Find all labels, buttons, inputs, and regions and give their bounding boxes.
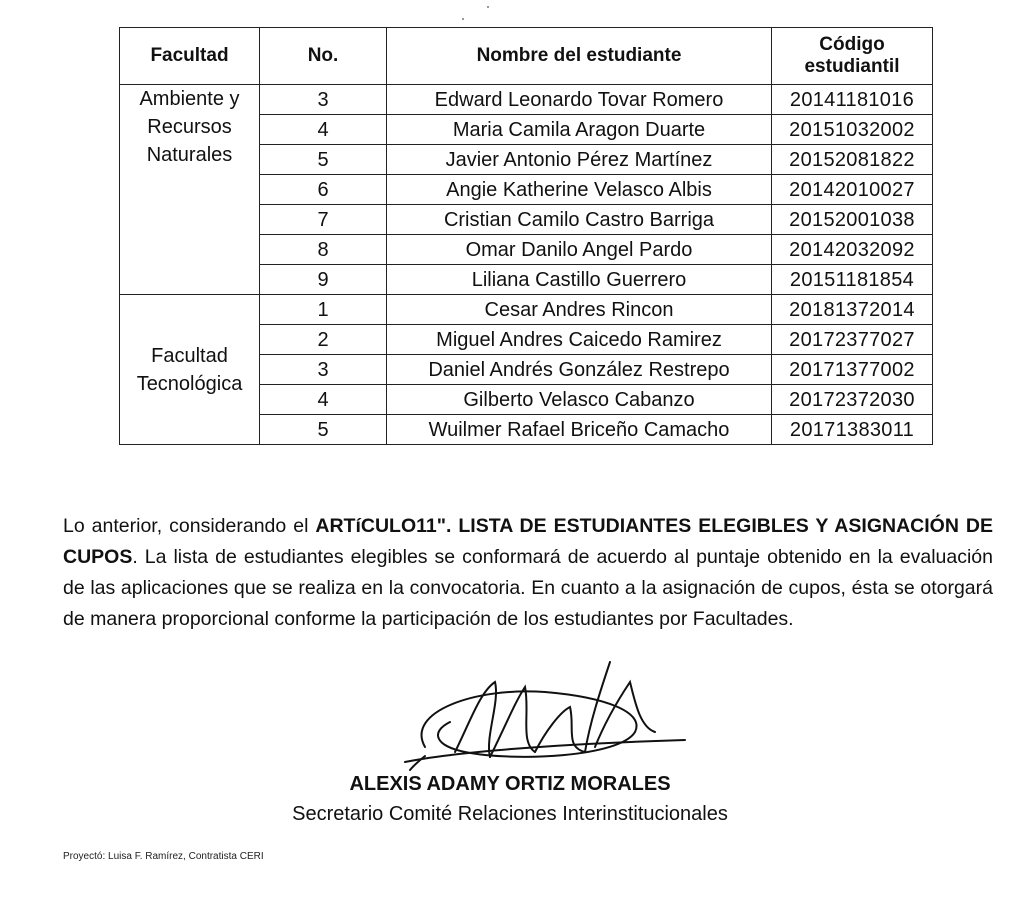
student-name-cell: Liliana Castillo Guerrero — [387, 265, 772, 295]
header-nombre: Nombre del estudiante — [387, 28, 772, 85]
row-number-cell: 1 — [260, 295, 387, 325]
facultad-line: Ambiente y — [139, 88, 240, 110]
student-code-cell: 20141181016 — [772, 85, 933, 115]
paragraph-body: . La lista de estudiantes elegibles se conformará de acuerdo al puntaje obtenido en la evaluación de las aplicaciones que se realiza en la convocatoria. En cuanto a la asignación de cupos, ésta se otorgará de manera proporcional conforme la participación de los estudiantes por Facultades. — [63, 546, 993, 630]
header-no: No. — [260, 28, 387, 85]
facultad-cell — [120, 295, 260, 445]
table-body — [120, 85, 933, 445]
student-code-cell: 20172377027 — [772, 325, 933, 355]
student-name-cell: Maria Camila Aragon Duarte — [387, 115, 772, 145]
signer-name: ALEXIS ADAMY ORTIZ MORALES — [349, 773, 671, 795]
row-number-cell: 7 — [260, 205, 387, 235]
student-code-cell: 20181372014 — [772, 295, 933, 325]
row-number-cell: 4 — [260, 115, 387, 145]
student-code-cell: 20142032092 — [772, 235, 933, 265]
row-number-cell: 6 — [260, 175, 387, 205]
student-name-cell: Wuilmer Rafael Briceño Camacho — [387, 415, 772, 445]
row-number-cell: 3 — [260, 85, 387, 115]
student-code-cell: 20172372030 — [772, 385, 933, 415]
row-number-cell: 5 — [260, 415, 387, 445]
row-number-cell: 8 — [260, 235, 387, 265]
table-row — [120, 85, 933, 115]
student-name-cell: Edward Leonardo Tovar Romero — [387, 85, 772, 115]
student-name-cell: Omar Danilo Angel Pardo — [387, 235, 772, 265]
scan-speck — [487, 6, 489, 8]
paragraph-intro: Lo anterior, considerando el — [63, 515, 316, 537]
header-facultad: Facultad — [120, 28, 260, 85]
row-number-cell: 5 — [260, 145, 387, 175]
table-header-row — [120, 28, 933, 85]
scan-speck — [462, 18, 464, 20]
student-code-cell: 20142010027 — [772, 175, 933, 205]
facultad-line: Tecnológica — [136, 372, 243, 395]
student-name-cell: Gilberto Velasco Cabanzo — [387, 385, 772, 415]
row-number-cell: 4 — [260, 385, 387, 415]
student-code-cell: 20152001038 — [772, 205, 933, 235]
student-name-cell: Angie Katherine Velasco Albis — [387, 175, 772, 205]
student-name-cell: Daniel Andrés González Restrepo — [387, 355, 772, 385]
facultad-line: Naturales — [146, 144, 233, 166]
paragraph-article-title: ARTíCULO11". LISTA DE ESTUDIANTES ELEGIBLES Y ASIGNACIÓN DE CUPOS — [63, 515, 993, 568]
student-code-cell: 20151032002 — [772, 115, 933, 145]
student-name-cell: Cristian Camilo Castro Barriga — [387, 205, 772, 235]
table-row — [120, 295, 933, 325]
row-number-cell: 2 — [260, 325, 387, 355]
row-number-cell: 9 — [260, 265, 387, 295]
students-table-wrapper — [119, 27, 933, 445]
student-code-cell: 20151181854 — [772, 265, 933, 295]
facultad-line: Recursos — [147, 116, 232, 138]
article-paragraph — [63, 511, 993, 635]
students-table — [119, 27, 933, 445]
header-codigo-line2: estudiantil — [804, 56, 900, 77]
header-codigo-line1: Código — [819, 34, 885, 55]
student-name-cell: Javier Antonio Pérez Martínez — [387, 145, 772, 175]
student-name-cell: Miguel Andres Caicedo Ramirez — [387, 325, 772, 355]
student-code-cell: 20171383011 — [772, 415, 933, 445]
student-code-cell: 20171377002 — [772, 355, 933, 385]
facultad-line: Facultad — [151, 344, 228, 367]
signature-image — [395, 652, 695, 782]
student-code-cell: 20152081822 — [772, 145, 933, 175]
facultad-cell — [120, 85, 260, 295]
header-codigo — [772, 28, 933, 85]
student-name-cell: Cesar Andres Rincon — [387, 295, 772, 325]
signer-role: Secretario Comité Relaciones Interinstitucionales — [292, 803, 728, 825]
row-number-cell: 3 — [260, 355, 387, 385]
footer-note: Proyectó: Luisa F. Ramírez, Contratista CERI — [63, 851, 264, 862]
